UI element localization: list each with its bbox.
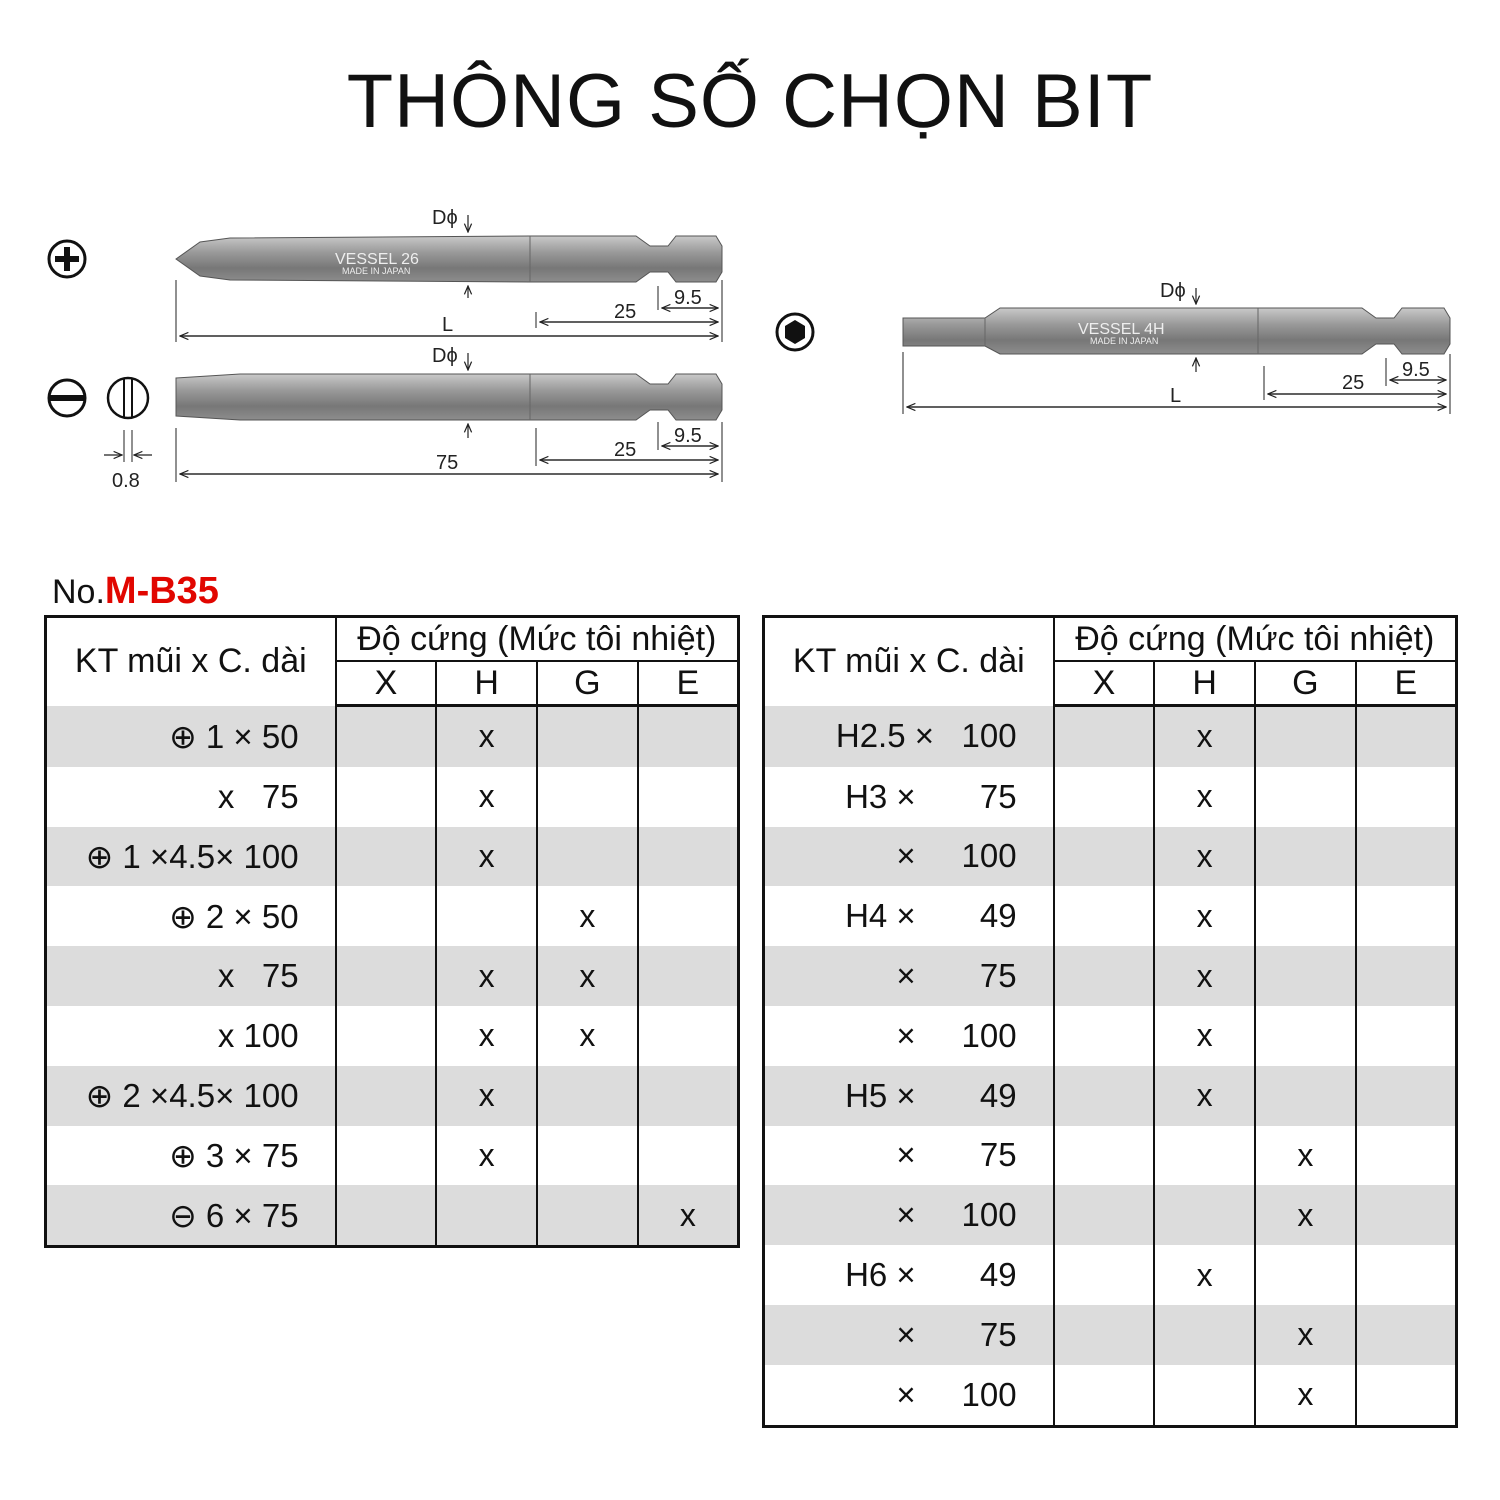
grade-x-cell bbox=[1054, 946, 1155, 1006]
dim-9-5: 9.5 bbox=[674, 287, 702, 309]
grade-x-cell bbox=[336, 1185, 437, 1246]
grade-e-cell bbox=[1356, 706, 1457, 767]
length-label: L bbox=[1170, 385, 1182, 407]
bit-size-cell: x 75 bbox=[46, 767, 336, 827]
grade-header-x: X bbox=[1054, 661, 1155, 706]
table-row bbox=[764, 946, 1457, 1006]
table-row bbox=[764, 706, 1457, 767]
grade-h-cell bbox=[436, 886, 537, 946]
grade-g-cell bbox=[1255, 827, 1356, 887]
spec-column-header: KT mũi x C. dài bbox=[46, 617, 336, 706]
grade-g-cell: x bbox=[1255, 1185, 1356, 1245]
grade-x-cell bbox=[336, 1126, 437, 1186]
bit-size-cell: ⊕ 2 ×4.5× 100 bbox=[46, 1066, 336, 1126]
dim-9-5: 9.5 bbox=[1402, 359, 1430, 381]
grade-g-cell: x bbox=[1255, 1305, 1356, 1365]
spec-column-header: KT mũi x C. dài bbox=[764, 617, 1054, 706]
grade-h-cell: x bbox=[436, 1066, 537, 1126]
grade-x-cell bbox=[1054, 1066, 1155, 1126]
grade-x-cell bbox=[1054, 1126, 1155, 1186]
dim-25: 25 bbox=[614, 301, 637, 323]
grade-h-cell: x bbox=[436, 1006, 537, 1066]
grade-e-cell bbox=[638, 827, 739, 887]
grade-x-cell bbox=[1054, 1305, 1155, 1365]
bit-engraving: VESSEL 4H bbox=[1078, 321, 1165, 338]
bit-size-cell: H2.5 × 100 bbox=[764, 706, 1054, 767]
bit-size-cell: x 100 bbox=[46, 1006, 336, 1066]
bit-size-cell: ⊕ 2 × 50 bbox=[46, 886, 336, 946]
grade-x-cell bbox=[336, 706, 437, 767]
bit-size-cell: × 100 bbox=[764, 827, 1054, 887]
bit-size-cell: ⊕ 3 × 75 bbox=[46, 1126, 336, 1186]
grade-h-cell: x bbox=[1154, 946, 1255, 1006]
grade-h-cell: x bbox=[1154, 827, 1255, 887]
bit-size-cell: × 75 bbox=[764, 1126, 1054, 1186]
length-value: 75 bbox=[436, 452, 459, 474]
grade-g-cell bbox=[1255, 1066, 1356, 1126]
bit-size-cell: × 100 bbox=[764, 1185, 1054, 1245]
page-title: THÔNG SỐ CHỌN BIT bbox=[346, 59, 1154, 144]
grade-x-cell bbox=[1054, 1365, 1155, 1426]
grade-g-cell bbox=[537, 1126, 638, 1186]
table-row bbox=[764, 886, 1457, 946]
grade-x-cell bbox=[1054, 767, 1155, 827]
grade-h-cell: x bbox=[1154, 1006, 1255, 1066]
grade-e-cell bbox=[638, 1006, 739, 1066]
grade-header-e: E bbox=[1356, 661, 1457, 706]
diameter-label: Dϕ bbox=[1160, 280, 1186, 302]
grade-x-cell bbox=[336, 1006, 437, 1066]
grade-x-cell bbox=[1054, 827, 1155, 887]
grade-g-cell bbox=[537, 706, 638, 767]
bit-size-cell: × 100 bbox=[764, 1006, 1054, 1066]
grade-x-cell bbox=[1054, 1245, 1155, 1305]
bit-diagram bbox=[0, 0, 1500, 520]
grade-h-cell bbox=[1154, 1365, 1255, 1426]
table-row bbox=[764, 1066, 1457, 1126]
slotted-bit bbox=[176, 374, 722, 420]
hardness-column-header: Độ cứng (Mức tôi nhiệt) bbox=[1054, 617, 1457, 662]
grade-g-cell bbox=[537, 827, 638, 887]
table-row bbox=[764, 767, 1457, 827]
grade-e-cell bbox=[638, 767, 739, 827]
grade-h-cell: x bbox=[1154, 1066, 1255, 1126]
phillips-icon bbox=[49, 241, 85, 277]
bit-size-cell: H5 × 49 bbox=[764, 1066, 1054, 1126]
grade-h-cell: x bbox=[1154, 767, 1255, 827]
grade-h-cell bbox=[1154, 1305, 1255, 1365]
grade-x-cell bbox=[1054, 706, 1155, 767]
grade-g-cell bbox=[1255, 1006, 1356, 1066]
table-row bbox=[46, 1006, 739, 1066]
grade-h-cell: x bbox=[436, 767, 537, 827]
grade-e-cell bbox=[1356, 1185, 1457, 1245]
dim-9-5: 9.5 bbox=[674, 425, 702, 447]
grade-g-cell: x bbox=[1255, 1365, 1356, 1426]
grade-e-cell bbox=[1356, 1365, 1457, 1426]
hex-icon bbox=[777, 314, 813, 350]
grade-g-cell bbox=[537, 1066, 638, 1126]
grade-g-cell: x bbox=[537, 1006, 638, 1066]
dim-25: 25 bbox=[614, 439, 637, 461]
table-row bbox=[46, 886, 739, 946]
grade-e-cell bbox=[1356, 827, 1457, 887]
table-row bbox=[764, 1185, 1457, 1245]
grade-g-cell bbox=[1255, 706, 1356, 767]
grade-header-g: G bbox=[1255, 661, 1356, 706]
grade-g-cell bbox=[537, 767, 638, 827]
bit-size-cell: x 75 bbox=[46, 946, 336, 1006]
table-row bbox=[764, 827, 1457, 887]
phillips-bit bbox=[176, 236, 722, 282]
grade-e-cell bbox=[1356, 767, 1457, 827]
grade-header-h: H bbox=[1154, 661, 1255, 706]
grade-h-cell bbox=[436, 1185, 537, 1246]
grade-e-cell bbox=[638, 946, 739, 1006]
grade-e-cell bbox=[1356, 1126, 1457, 1186]
diameter-label: Dϕ bbox=[432, 345, 458, 367]
grade-e-cell: x bbox=[638, 1185, 739, 1246]
grade-e-cell bbox=[1356, 1006, 1457, 1066]
grade-e-cell bbox=[638, 886, 739, 946]
grade-h-cell: x bbox=[1154, 706, 1255, 767]
grade-e-cell bbox=[638, 706, 739, 767]
grade-header-e: E bbox=[638, 661, 739, 706]
bit-size-cell: × 75 bbox=[764, 946, 1054, 1006]
bit-size-cell: × 100 bbox=[764, 1365, 1054, 1426]
bit-size-cell: H3 × 75 bbox=[764, 767, 1054, 827]
length-label: L bbox=[442, 314, 454, 336]
slotted-end-view-icon bbox=[108, 378, 148, 418]
grade-header-g: G bbox=[537, 661, 638, 706]
grade-e-cell bbox=[638, 1066, 739, 1126]
table-row bbox=[46, 946, 739, 1006]
diameter-label: Dϕ bbox=[432, 207, 458, 229]
grade-g-cell: x bbox=[537, 946, 638, 1006]
grade-g-cell: x bbox=[1255, 1126, 1356, 1186]
bit-size-cell: ⊖ 6 × 75 bbox=[46, 1185, 336, 1246]
bit-size-cell: × 75 bbox=[764, 1305, 1054, 1365]
grade-g-cell bbox=[1255, 767, 1356, 827]
bit-size-cell: ⊕ 1 × 50 bbox=[46, 706, 336, 767]
grade-e-cell bbox=[1356, 1066, 1457, 1126]
grade-e-cell bbox=[1356, 886, 1457, 946]
model-number bbox=[52, 570, 219, 613]
grade-x-cell bbox=[336, 1066, 437, 1126]
grade-x-cell bbox=[336, 886, 437, 946]
model-prefix: No. bbox=[52, 573, 105, 611]
table-row bbox=[764, 1245, 1457, 1305]
grade-header-h: H bbox=[436, 661, 537, 706]
grade-x-cell bbox=[336, 827, 437, 887]
bit-size-cell: ⊕ 1 ×4.5× 100 bbox=[46, 827, 336, 887]
grade-g-cell bbox=[1255, 886, 1356, 946]
grade-x-cell bbox=[336, 946, 437, 1006]
grade-h-cell: x bbox=[436, 827, 537, 887]
grade-e-cell bbox=[1356, 1305, 1457, 1365]
table-row bbox=[764, 1365, 1457, 1426]
table-row bbox=[46, 1126, 739, 1186]
grade-g-cell bbox=[537, 1185, 638, 1246]
table-row bbox=[46, 706, 739, 767]
table-row bbox=[46, 1185, 739, 1246]
table-row bbox=[764, 1006, 1457, 1066]
grade-x-cell bbox=[336, 767, 437, 827]
table-row bbox=[764, 1126, 1457, 1186]
grade-g-cell: x bbox=[537, 886, 638, 946]
grade-g-cell bbox=[1255, 1245, 1356, 1305]
bit-size-cell: H6 × 49 bbox=[764, 1245, 1054, 1305]
table-row bbox=[46, 827, 739, 887]
grade-h-cell: x bbox=[1154, 886, 1255, 946]
right-spec-table bbox=[762, 615, 1458, 1428]
bit-engraving-sub: MADE IN JAPAN bbox=[342, 266, 411, 276]
grade-h-cell: x bbox=[436, 946, 537, 1006]
tip-thickness: 0.8 bbox=[112, 470, 140, 492]
grade-e-cell bbox=[638, 1126, 739, 1186]
bit-size-cell: H4 × 49 bbox=[764, 886, 1054, 946]
hardness-column-header: Độ cứng (Mức tôi nhiệt) bbox=[336, 617, 739, 662]
bit-engraving: VESSEL 26 bbox=[335, 251, 419, 268]
grade-x-cell bbox=[1054, 1185, 1155, 1245]
grade-x-cell bbox=[1054, 1006, 1155, 1066]
grade-x-cell bbox=[1054, 886, 1155, 946]
hex-bit bbox=[903, 308, 1450, 354]
model-code: M-B35 bbox=[104, 570, 219, 612]
grade-e-cell bbox=[1356, 1245, 1457, 1305]
table-row bbox=[46, 1066, 739, 1126]
dim-25: 25 bbox=[1342, 372, 1365, 394]
slotted-icon bbox=[49, 380, 85, 416]
table-row bbox=[46, 767, 739, 827]
left-spec-table bbox=[44, 615, 740, 1248]
grade-g-cell bbox=[1255, 946, 1356, 1006]
grade-h-cell bbox=[1154, 1126, 1255, 1186]
grade-h-cell: x bbox=[1154, 1245, 1255, 1305]
grade-e-cell bbox=[1356, 946, 1457, 1006]
grade-header-x: X bbox=[336, 661, 437, 706]
bit-engraving-sub: MADE IN JAPAN bbox=[1090, 336, 1159, 346]
table-row bbox=[764, 1305, 1457, 1365]
grade-h-cell: x bbox=[436, 1126, 537, 1186]
grade-h-cell bbox=[1154, 1185, 1255, 1245]
grade-h-cell: x bbox=[436, 706, 537, 767]
